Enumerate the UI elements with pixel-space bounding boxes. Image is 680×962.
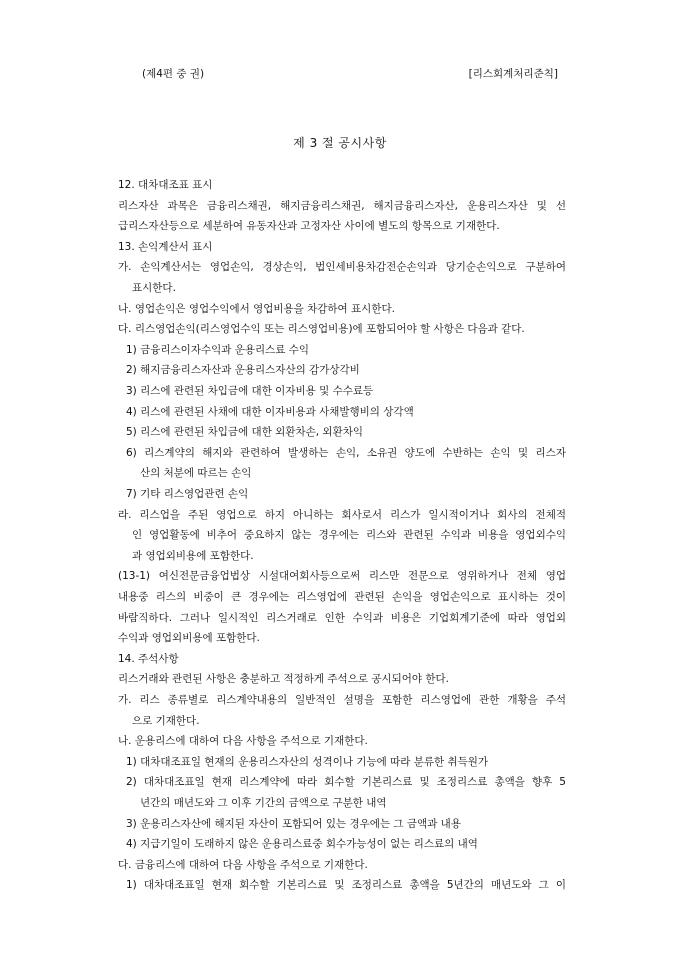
text-line: 년간의 매년도와 그 이후 기간의 금액으로 구분한 내역	[140, 797, 387, 809]
text-line: 리스거래와 관련된 사항은 충분하고 적정하게 주석으로 공시되어야 한다.	[118, 673, 449, 686]
text-line: 1) 대차대조표일 현재 회수할 기본리스료 및 조정리스료 총액을 5년간의 매년도와 그 이	[126, 879, 566, 892]
header-volume-label: (제4편 중 권)	[142, 68, 205, 80]
text-line: 2) 해지금융리스자산과 운용리스자산의 감가상각비	[126, 364, 360, 377]
text-line: 급리스자산등으로 세분하여 유동자산과 고정자산 사이에 별도의 항목으로 기재한다.	[118, 220, 500, 233]
text-line: 라. 리스업을 주된 영업으로 하지 아니하는 회사로서 리스가 일시적이거나 회사의 전체적	[118, 508, 566, 521]
text-line: 4) 지급기일이 도래하지 않은 운용리스료중 회수가능성이 없는 리스료의 내역	[126, 838, 478, 851]
text-line: 다. 금융리스에 대하여 다음 사항을 주석으로 기재한다.	[118, 858, 368, 871]
text-line: 1) 대차대조표일 현재의 운용리스자산의 성격이나 기능에 따라 분류한 취득원가	[126, 755, 489, 768]
text-line: 다. 리스영업손익(리스영업수익 또는 리스영업비용)에 포함되어야 할 사항은 다음과 같다.	[118, 323, 525, 336]
text-line: 바람직하다. 그러나 일시적인 리스거래로 인한 수익과 비용은 기업회계기준에 따라 영업외	[118, 611, 566, 624]
text-line: 14. 주석사항	[118, 652, 179, 665]
header-section-label: [리스회계처리준칙]	[468, 68, 558, 80]
text-line: 3) 리스에 관련된 차입금에 대한 이자비용 및 수수료등	[126, 385, 374, 397]
text-line: (13-1) 여신전문금융업법상 시설대여회사등으로써 리스만 전문으로 영위하거나 전체 영업	[118, 570, 566, 583]
text-line: 12. 대차대조표 표시	[118, 179, 213, 191]
text-line: 5) 리스에 관련된 차입금에 대한 외환차손, 외환차익	[126, 426, 363, 439]
text-line: 으로 기재한다.	[132, 714, 200, 727]
text-line: 나. 운용리스에 대하여 다음 사항을 주석으로 기재한다.	[118, 735, 368, 748]
text-line: 13. 손익계산서 표시	[118, 240, 213, 253]
text-line: 1) 금융리스이자수익과 운용리스료 수익	[126, 343, 310, 356]
text-line: 표시한다.	[132, 282, 176, 294]
text-line: 과 영업외비용에 포함한다.	[132, 549, 254, 562]
text-line: 7) 기타 리스영업관련 손익	[126, 488, 249, 500]
section-title: 제 3 절 공시사항	[293, 136, 387, 150]
text-line: 나. 영업손익은 영업수익에서 영업비용을 차감하여 표시한다.	[118, 302, 395, 315]
text-line: 6) 리스계약의 해지와 관련하여 발생하는 손익, 소유권 양도에 수반하는 손익 및 리스자	[126, 446, 566, 459]
text-line: 인 영업활동에 비추어 중요하지 않는 경우에는 리스와 관련된 수익과 비용을 영업외수익	[132, 529, 566, 542]
text-line: 수익과 영업외비용에 포함한다.	[118, 632, 260, 645]
text-line: 4) 리스에 관련된 사채에 대한 이자비용과 사채발행비의 상각액	[126, 405, 414, 418]
text-line: 산의 처분에 따르는 손익	[140, 467, 252, 480]
text-line: 2) 대차대조표일 현재 리스계약에 따라 회수할 기본리스료 및 조정리스료 총액을 향후 5	[126, 776, 566, 789]
text-line: 3) 운용리스자산에 해지된 자산이 포함되어 있는 경우에는 그 금액과 내용	[126, 817, 461, 830]
text-line: 리스자산 과목은 금융리스채권, 해지금융리스채권, 해지금융리스자산, 운용리스자산 및 선	[118, 199, 566, 212]
text-line: 내용중 리스의 비중이 큰 경우에는 리스영업에 관련된 손익을 영업손익으로 표시하는 것이	[118, 591, 566, 603]
text-line: 가. 손익계산서는 영업손익, 경상손익, 법인세비용차감전순손익과 당기순손익으로 구분하여	[118, 261, 566, 274]
text-line: 가. 리스 종류별로 리스계약내용의 일반적인 설명을 포함한 리스영업에 관한 개황을 주석	[118, 694, 566, 706]
